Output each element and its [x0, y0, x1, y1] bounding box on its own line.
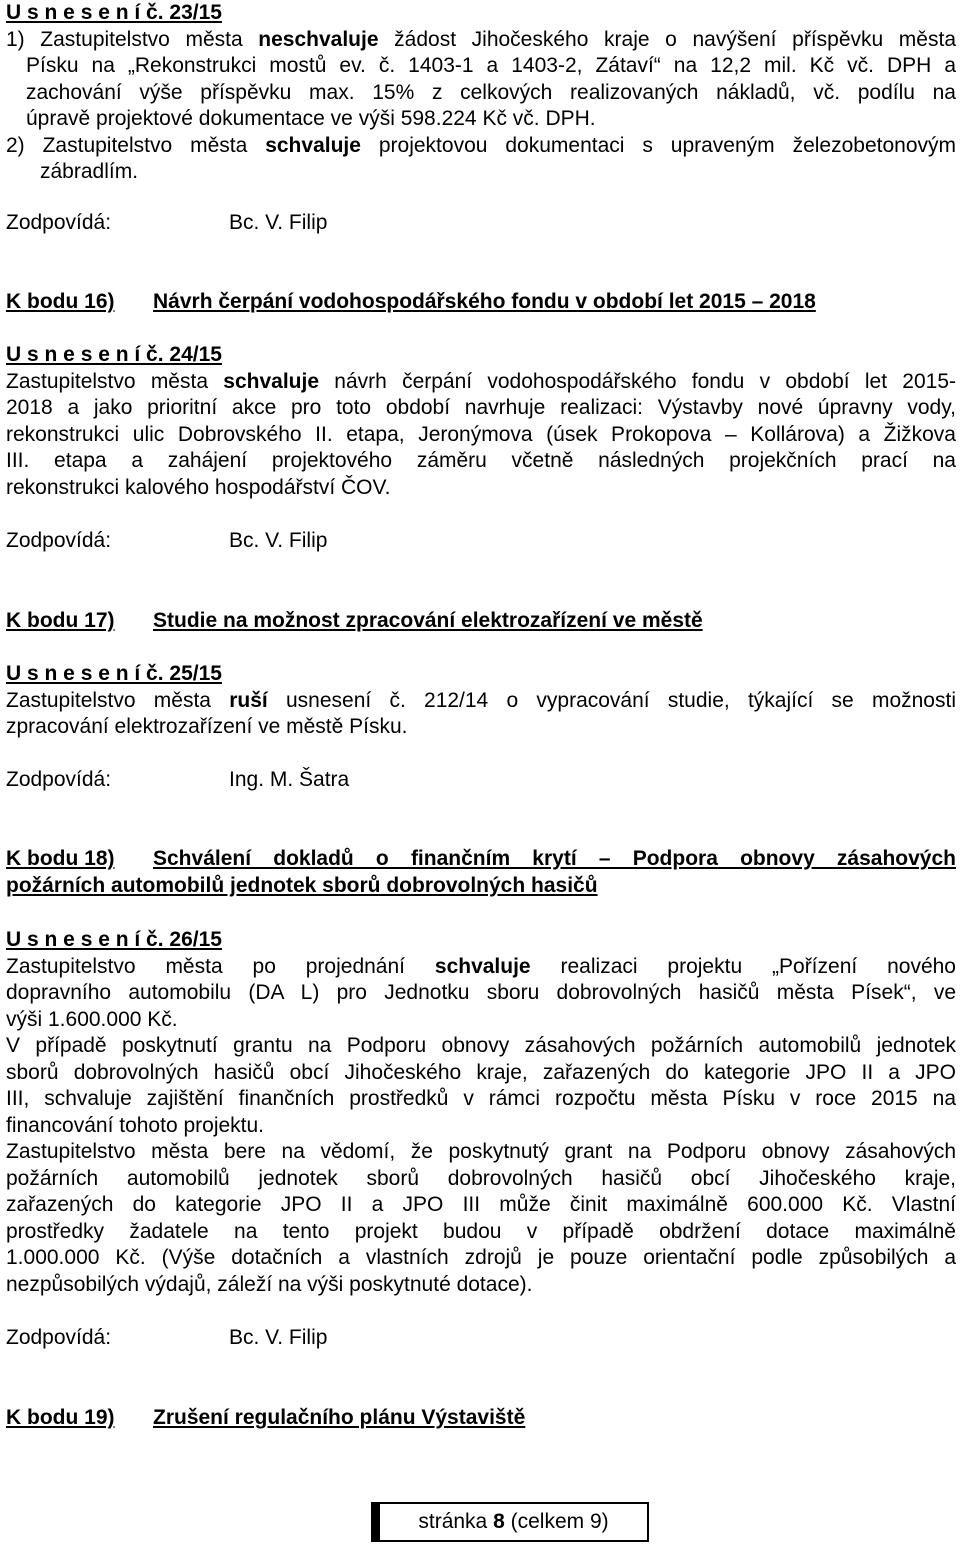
resolution-26 [6, 927, 956, 1298]
agenda-item-18 [6, 846, 956, 899]
resolution-text-line: nezpůsobilých výdajů, záleží na výši poskytnuté dotace). [6, 1272, 533, 1296]
resolution-text-line: Zastupitelstvo města schvaluje návrh čerpání vodohospodářského fondu v období let 2015- [6, 369, 956, 393]
responsible-label: Zodpovídá: [6, 211, 112, 234]
resolution-text-line: III. etapa a zahájení projektového záměru včetně následných projekčních prací na [6, 449, 956, 472]
responsible-name: Ing. M. Šatra [229, 768, 350, 791]
resolution-text-line: 2) Zastupitelstvo města schvaluje projektovou dokumentaci s upraveným železobetonovým [6, 133, 957, 157]
responsible-label: Zodpovídá: [6, 1326, 112, 1349]
responsible-name: Bc. V. Filip [229, 529, 328, 552]
agenda-item-title: Zrušení regulačního plánu Výstaviště [153, 1406, 526, 1429]
resolution-24 [6, 342, 956, 501]
resolution-text-line: požárních automobilů jednotek sborů dobrovolných hasičů obcí Jihočeského kraje, [6, 1166, 956, 1190]
resolution-text-line: V případě poskytnutí grantu na Podporu obnovy zásahových požárních automobilů jednotek [6, 1034, 956, 1057]
responsible-label: Zodpovídá: [6, 529, 112, 552]
resolution-text-line: zábradlím. [40, 160, 139, 183]
resolution-text-line: III, schvaluje zajištění finančních prostředků v rámci rozpočtu města Písku v roce 2015 na [6, 1087, 956, 1110]
resolution-text-line: Písku na „Rekonstrukci mostů ev. č. 1403-1 a 1403-2, Zátaví“ na 12,2 mil. Kč vč. DPH a [26, 54, 956, 77]
page-number: 8 [493, 1510, 505, 1533]
resolution-text-line: Zastupitelstvo města po projednání schvaluje realizaci projektu „Pořízení nového [6, 954, 956, 978]
resolution-text-line: výši 1.600.000 Kč. [6, 1007, 178, 1031]
resolution-text-line: zařazených do kategorie JPO II a JPO III může činit maximálně 600.000 Kč. Vlastní [6, 1193, 956, 1216]
resolution-text-line: financování tohoto projektu. [6, 1113, 265, 1137]
responsible-label: Zodpovídá: [6, 768, 112, 791]
resolution-text-line: sborů dobrovolných hasičů obcí Jihočeského kraje, zařazených do kategorie JPO II a JPO [6, 1060, 956, 1084]
resolution-text-line: 1) Zastupitelstvo města neschvaluje žádost Jihočeského kraje o navýšení příspěvku města [6, 27, 956, 51]
resolution-text-line: prostředky žadatele na tento projekt budou v případě obdržení dotace maximálně [6, 1219, 956, 1243]
agenda-item-label: K bodu 19) [6, 1406, 115, 1429]
resolution-text-line: zachování výše příspěvku max. 15% z celkových realizovaných nákladů, vč. podílu na [26, 80, 956, 104]
responsible-name: Bc. V. Filip [229, 1326, 328, 1349]
page-number-box [371, 1502, 649, 1542]
resolution-text-line: dopravního automobilu (DA L) pro Jednotku sboru dobrovolných hasičů města Písek“, ve [6, 981, 956, 1004]
agenda-item-title: Schválení dokladů o finančním krytí – Podpora obnovy zásahových [153, 847, 956, 870]
agenda-item-label: K bodu 17) [6, 609, 115, 632]
resolution-heading: U s n e s e n í č. 23/15 [6, 1, 222, 24]
resolution-text-line: Zastupitelstvo města bere na vědomí, že poskytnutý grant na Podporu obnovy zásahových [6, 1140, 956, 1163]
resolution-text-line: zpracování elektrozařízení ve městě Písku. [6, 715, 408, 738]
resolution-heading: U s n e s e n í č. 26/15 [6, 928, 222, 951]
page-number-prefix: stránka [418, 1510, 494, 1533]
agenda-item-title: Studie na možnost zpracování elektrozařízení ve městě [153, 609, 703, 632]
agenda-item-title: Návrh čerpání vodohospodářského fondu v období let 2015 – 2018 [153, 290, 816, 313]
resolution-text-line: 1.000.000 Kč. (Výše dotačních a vlastních zdrojů je pouze orientační podle způsobilých a [6, 1246, 956, 1269]
resolution-23 [6, 0, 956, 186]
agenda-item-title-cont: požárních automobilů jednotek sborů dobrovolných hasičů [6, 873, 598, 897]
page-number-suffix: (celkem 9) [504, 1510, 609, 1533]
resolution-heading: U s n e s e n í č. 24/15 [6, 343, 222, 366]
resolution-text-line: rekonstrukci kalového hospodářství ČOV. [6, 475, 391, 499]
responsible-name: Bc. V. Filip [229, 211, 328, 234]
resolution-heading: U s n e s e n í č. 25/15 [6, 662, 222, 685]
resolution-text-line: 2018 a jako prioritní akce pro toto období navrhuje realizaci: Výstavby nové úpravny vody, [6, 396, 956, 419]
agenda-item-label: K bodu 16) [6, 290, 115, 313]
resolution-text-line: úpravě projektové dokumentace ve výši 598.224 Kč vč. DPH. [26, 107, 596, 130]
resolution-25 [6, 661, 956, 741]
resolution-text-line: rekonstrukci ulic Dobrovského II. etapa, Jeronýmova (úsek Prokopova – Kollárova) a Žižkova [6, 422, 956, 446]
resolution-text-line: Zastupitelstvo města ruší usnesení č. 212/14 o vypracování studie, týkající se možnosti [6, 688, 956, 712]
agenda-item-label: K bodu 18) [6, 847, 115, 870]
